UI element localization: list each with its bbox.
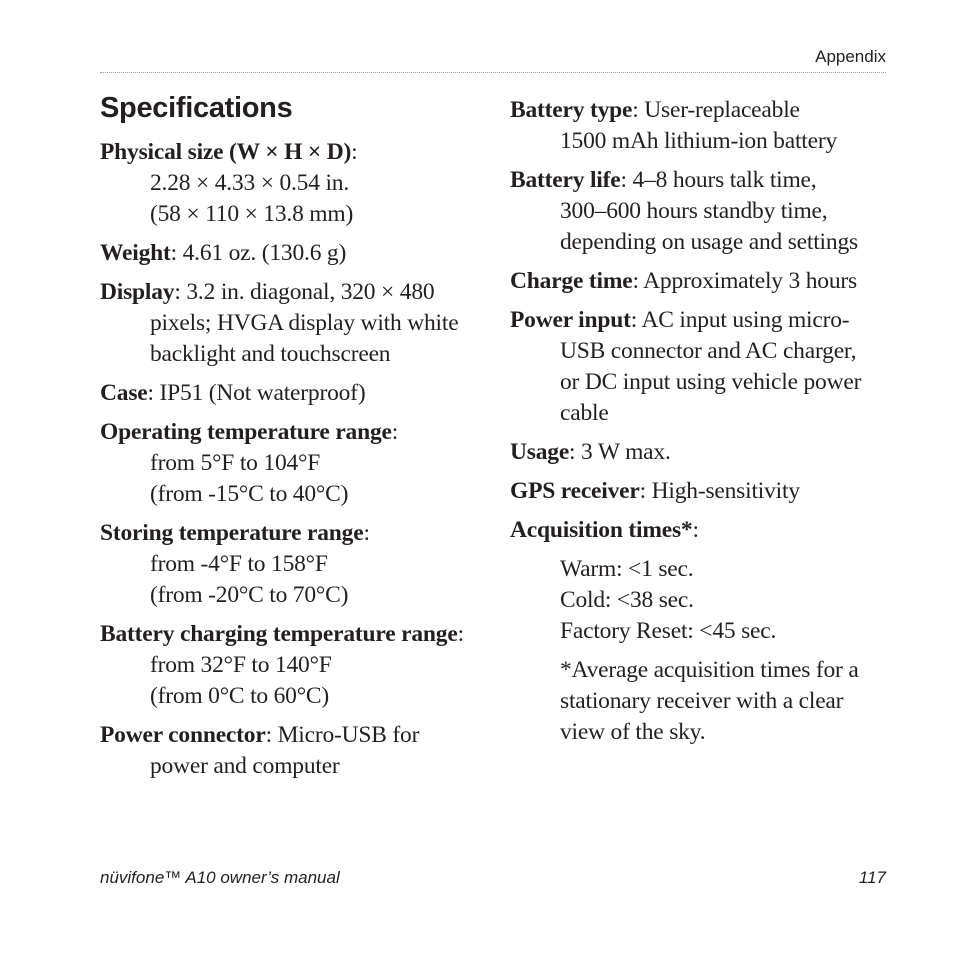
acquisition-footnote [510,655,890,748]
spec-continuation: from 32°F to 140°F [150,652,332,678]
spec-continuation: from -4°F to 158°F [150,551,328,577]
footer-manual-title: nüvifone™ A10 owner’s manual [100,868,340,887]
footer-page-number: 117 [858,868,886,887]
footnote-line: *Average acquisition times for a [560,657,859,683]
spec-continuation: from 5°F to 104°F [150,450,321,476]
spec-gps-receiver [510,476,890,507]
spec-term: Usage [510,439,570,465]
spec-value: : High-sensitivity [639,478,800,504]
spec-continuation: USB connector and AC charger, [560,338,857,364]
header-divider [100,72,886,73]
section-header: Appendix [815,47,886,66]
spec-continuation: 1500 mAh lithium-ion battery [560,128,838,154]
spec-term: Display [100,279,175,305]
spec-term: Physical size (W × H × D) [100,139,352,165]
page-title: Specifications [100,92,293,124]
spec-usage [510,437,890,468]
spec-continuation: (from -20°C to 70°C) [150,582,349,608]
acquisition-time-item: Warm: <1 sec. [560,556,694,582]
spec-term: Power connector [100,722,266,748]
spec-continuation: 300–600 hours standby time, [560,198,828,224]
spec-term: Storing temperature range [100,520,364,546]
spec-continuation: (from 0°C to 60°C) [150,683,330,709]
spec-power-connector [100,720,490,782]
spec-value: : 3.2 in. diagonal, 320 × 480 [174,279,435,305]
spec-power-input [510,305,890,429]
spec-display [100,277,490,370]
spec-value: : Approximately 3 hours [632,268,857,294]
spec-value: : 3 W max. [569,439,671,465]
spec-continuation: cable [560,400,609,426]
spec-continuation: 2.28 × 4.33 × 0.54 in. [150,170,350,196]
spec-term: Weight [100,240,171,266]
spec-term: Acquisition times* [510,517,693,543]
spec-value: : IP51 (Not waterproof) [147,380,366,406]
spec-battery-type [510,95,890,157]
spec-continuation: pixels; HVGA display with white [150,310,459,336]
spec-continuation: (from -15°C to 40°C) [150,481,349,507]
spec-term: Case [100,380,148,406]
spec-charging-temperature [100,619,490,712]
spec-continuation: power and computer [150,753,340,779]
footnote-line: stationary receiver with a clear [560,688,844,714]
spec-weight [100,238,490,269]
spec-term: Battery type [510,97,633,123]
spec-value: : [391,419,399,445]
spec-value: : [363,520,370,546]
spec-term: Battery life [510,167,621,193]
spec-acquisition-times [510,515,890,748]
spec-value: : [692,517,699,543]
spec-battery-life [510,165,890,258]
acquisition-times-list [510,554,890,647]
spec-term: Power input [510,307,631,333]
spec-term: Battery charging temperature range [100,621,458,647]
spec-physical-size [100,137,490,230]
spec-value: : AC input using micro- [630,307,850,333]
spec-term: GPS receiver [510,478,640,504]
spec-value: : [457,621,464,647]
spec-value: : Micro-USB for [265,722,420,748]
spec-value: : 4.61 oz. (130.6 g) [170,240,347,266]
spec-continuation: depending on usage and settings [560,229,858,255]
spec-operating-temperature [100,417,490,510]
spec-continuation: (58 × 110 × 13.8 mm) [150,201,354,227]
acquisition-time-item: Cold: <38 sec. [560,587,694,613]
spec-continuation: backlight and touchscreen [150,341,391,367]
spec-term: Operating temperature range [100,419,392,445]
spec-charge-time [510,266,890,297]
acquisition-time-item: Factory Reset: <45 sec. [560,618,777,644]
spec-value: : 4–8 hours talk time, [620,167,817,193]
footnote-line: view of the sky. [560,719,706,745]
spec-continuation: or DC input using vehicle power [560,369,862,395]
spec-term: Charge time [510,268,633,294]
spec-value: : User-replaceable [632,97,800,123]
left-spec-column [100,137,490,790]
spec-storing-temperature [100,518,490,611]
spec-case [100,378,490,409]
spec-value: : [351,139,358,165]
right-spec-column [510,95,890,756]
